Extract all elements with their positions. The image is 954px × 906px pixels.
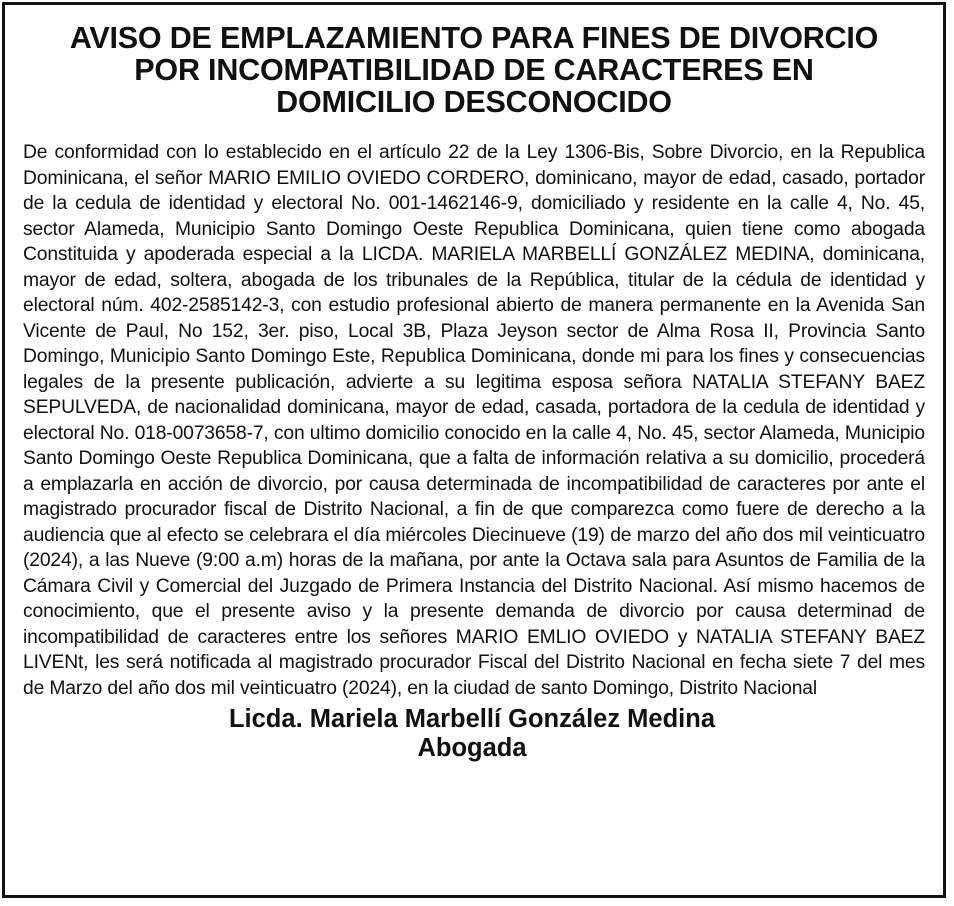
notice-title [25,22,923,118]
signature-block [3,705,941,763]
title-line-1: AVISO DE EMPLAZAMIENTO PARA FINES DE DIVORCIO [69,21,879,55]
title-line-3: DOMICILIO DESCONOCIDO [276,85,672,119]
signature-name: Licda. Mariela Marbellí González Medina [228,705,716,733]
notice-body: De conformidad con lo establecido en el artículo 22 de la Ley 1306-Bis, Sobre Divorcio, en la Republica Dominicana, el señor MARIO EMILIO OVIEDO CORDERO, dominicano, mayor de edad, casado, portador de la cedula de identidad y electoral No. 001-1462146-9, domiciliado y residente en la calle 4, No. 45, sector Alameda, Municipio Santo Domingo Oeste Republica Dominicana, quien tiene como abogada Constituida y apoderada especial a la LICDA. MARIELA MARBELLÍ GONZÁLEZ MEDINA, dominicana, mayor de edad, soltera, abogada de los tribunales de la República, titular de la cédula de identidad y electoral núm. 402-2585142-3, con estudio profesional abierto de manera permanente en la Avenida San Vicente de Paul, No 152, 3er. piso, Local 3B, Plaza Jeyson sector de Alma Rosa II, Provincia Santo Domingo, Municipio Santo Domingo Este, Republica Dominicana, donde mi para los fines y consecuencias legales de la presente publicación, advierte a su legitima esposa señora NATALIA STEFANY BAEZ SEPULVEDA, de nacionalidad dominicana, mayor de edad, casada, portadora de la cedula de identidad y electoral No. 018-0073658-7, con ultimo domicilio conocido en la calle 4, No. 45, sector Alameda, Municipio Santo Domingo Oeste Republica Dominicana, que a falta de información relativa a su domicilio, procederá a emplazarla en acción de divorcio, por causa determinada de incompatibilidad de caracteres por ante el magistrado procurador fiscal de Distrito Nacional, a fin de que comparezca como fuere de derecho a la audiencia que al efecto se celebrara el día miércoles Diecinueve (19) de marzo del año dos mil veinticuatro (2024), a las Nueve (9:00 a.m) horas de la mañana, por ante la Octava sala para Asuntos de Familia de la Cámara Civil y Comercial del Juzgado de Primera Instancia del Distrito Nacional. Así mismo hacemos de conocimiento, que el presente aviso y la presente demanda de divorcio por causa determinad de incompatibilidad de caracteres entre los señores MARIO EMLIO OVIEDO y NATALIA STEFANY BAEZ LIVENt, les será notificada al magistrado procurador Fiscal del Distrito Nacional en fecha siete 7 del mes de Marzo del año dos mil veinticuatro (2024), en la ciudad de santo Domingo, Distrito Nacional [23,142,925,699]
signature-role: Abogada [417,734,527,762]
title-line-2: POR INCOMPATIBILIDAD DE CARACTERES EN [134,53,814,87]
legal-notice [2,2,946,898]
